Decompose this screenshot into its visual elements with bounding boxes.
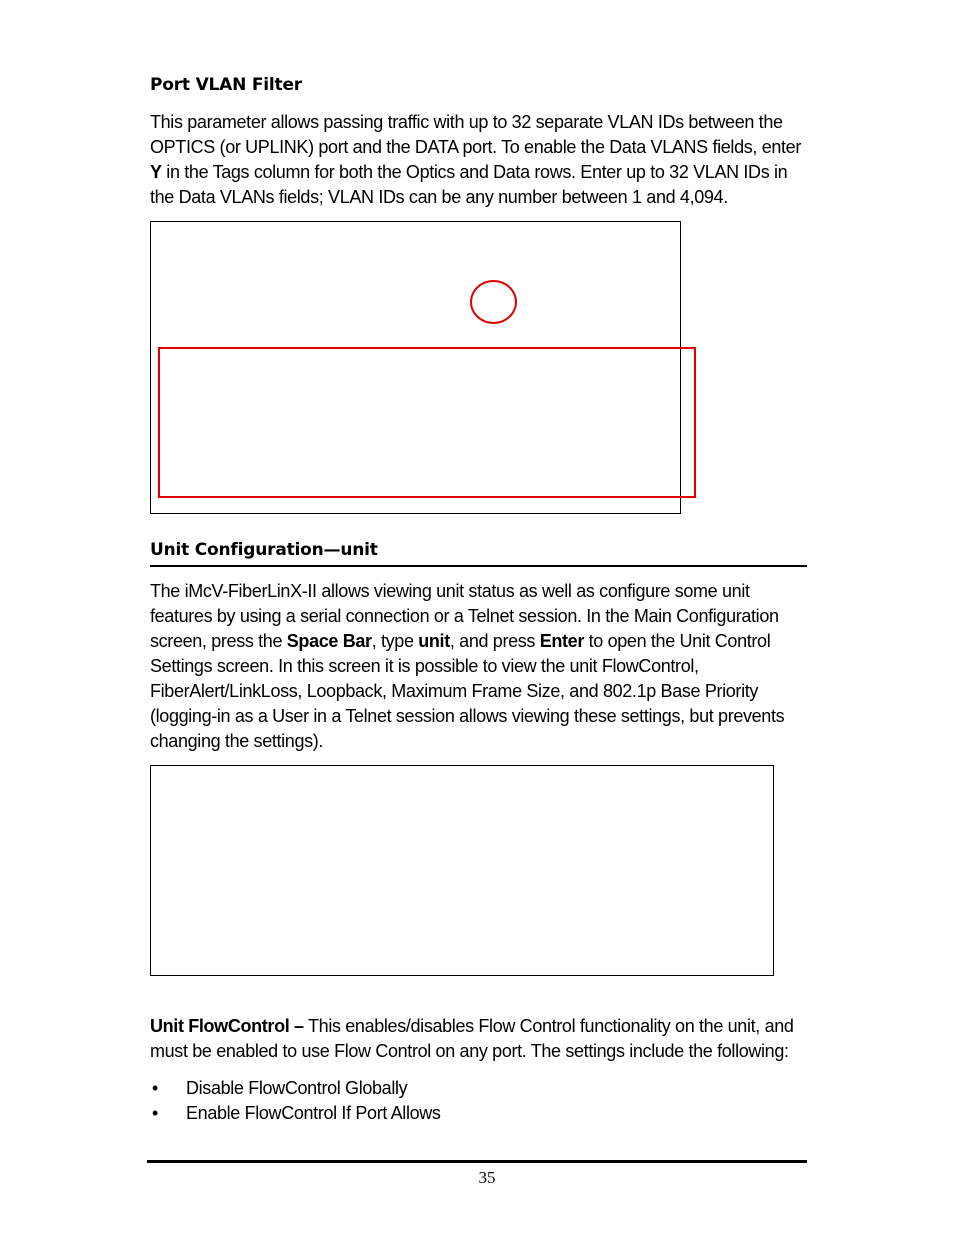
list-item-label: Disable FlowControl Globally (186, 1078, 408, 1098)
list-item (150, 1101, 750, 1126)
text-run: to open the Unit Control Settings screen. In this screen it is possible to view the unit FlowControl, FiberAlert/LinkLoss, Loopback, Maximum Frame Size, and 802.1p Base Priority (logging-in as a User in a Telnet session allows viewing these settings, but prevents changing the settings). (150, 631, 785, 751)
unit-flowcontrol-paragraph (150, 1014, 810, 1064)
unit-control-screenshot-frame (150, 765, 774, 976)
flowcontrol-options-list (150, 1076, 750, 1126)
highlight-rectangle (158, 347, 696, 498)
footer-divider (147, 1160, 807, 1163)
unit-configuration-paragraph (150, 579, 810, 754)
bullet-icon: • (152, 1103, 158, 1123)
bold-term-y: Y (150, 162, 162, 182)
list-item (150, 1076, 750, 1101)
text-run: , type (371, 631, 419, 651)
page-number: 35 (478, 1168, 496, 1187)
section-divider (150, 565, 807, 567)
text-run: This parameter allows passing traffic with up to 32 separate VLAN IDs between the OPTICS (or UPLINK) port and the DATA port. To enable the Data VLANS fields, enter (150, 112, 801, 157)
highlight-circle (470, 280, 517, 324)
section-heading-unit-configuration: Unit Configuration—unit (150, 540, 378, 560)
port-vlan-filter-paragraph (150, 110, 810, 210)
bold-term-enter: Enter (539, 631, 584, 651)
bold-term-unit-flowcontrol: Unit FlowControl – (150, 1016, 304, 1036)
section-heading-port-vlan-filter: Port VLAN Filter (150, 75, 302, 95)
text-run: This enables/disables Flow Control functionality on the unit, and must be enabled to use Flow Control on any port. The settings include the following: (150, 1016, 794, 1061)
bullet-icon: • (152, 1078, 158, 1098)
list-item-label: Enable FlowControl If Port Allows (186, 1103, 441, 1123)
text-run: in the Tags column for both the Optics and Data rows. Enter up to 32 VLAN IDs in the Data VLANs fields; VLAN IDs can be any number between 1 and 4,094. (150, 162, 788, 207)
text-run: , and press (449, 631, 540, 651)
bold-term-space-bar: Space Bar (286, 631, 372, 651)
text-run: The iMcV-FiberLinX-II allows viewing unit status as well as configure some unit features by using a serial connection or a Telnet session. In the Main Configuration screen, press the (150, 581, 779, 651)
bold-term-unit: unit (418, 631, 450, 651)
